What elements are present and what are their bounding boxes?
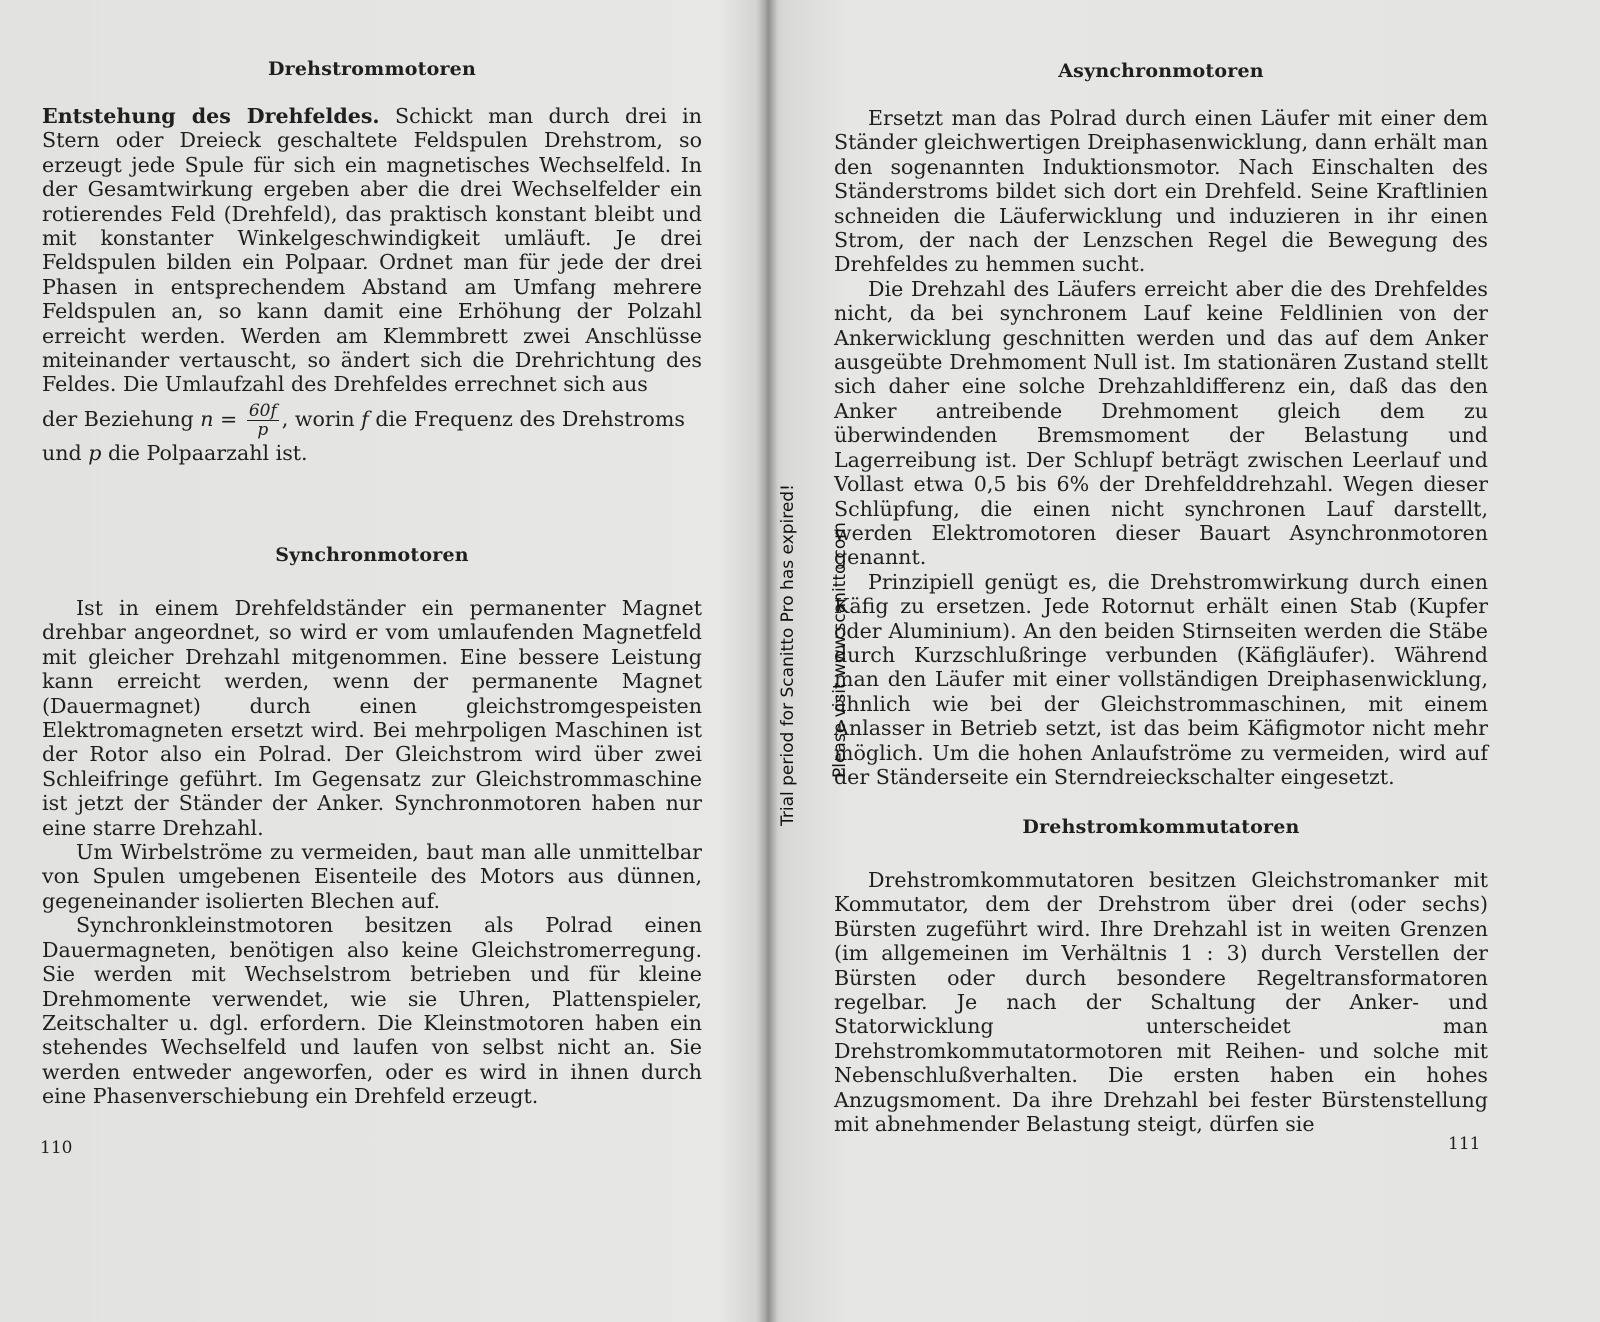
- section-kommutatoren: [834, 868, 1488, 1136]
- formula-suffix-a: , worin: [281, 406, 362, 431]
- paragraph-synchron-3: Synchronkleinstmotoren besitzen als Polrad einen Dauermagneten, benötigen also keine Gleichstromerregung. Sie werden mit Wechselstrom betrieben und für kleine Drehmomente verwendet, wie sie Uhren, Plattenspieler, Zeitschalter u. dgl. erfordern. Die Kleinstmotoren haben ein stehendes Wechselfeld und laufen von selbst nicht an. Sie werden entweder angeworfen, oder es wird in ihnen durch eine Phasenverschiebung ein Drehfeld erzeugt.: [42, 913, 702, 1109]
- heading-drehstromkommutatoren: Drehstromkommutatoren: [1022, 816, 1300, 838]
- heading-asynchronmotoren: Asynchronmotoren: [1058, 60, 1264, 82]
- formula-suffix-b: die Frequenz des Drehstroms: [368, 406, 685, 431]
- formula-fraction: [247, 402, 279, 439]
- heading-drehstrommotoren: Drehstrommotoren: [268, 58, 476, 80]
- formula-conclusion: [42, 441, 702, 465]
- run-in-heading: Entstehung des Drehfeldes.: [42, 104, 380, 128]
- section-asynchron: [834, 106, 1488, 789]
- left-page: [0, 0, 768, 1322]
- page-number-left: 110: [40, 1138, 73, 1158]
- formula-line: [42, 397, 702, 441]
- heading-synchronmotoren: Synchronmotoren: [275, 544, 469, 566]
- paragraph-drehfeld: [42, 104, 702, 397]
- formula-numerator: 60f: [248, 400, 277, 421]
- right-page: [768, 0, 1600, 1322]
- formula-prefix: der Beziehung: [42, 406, 194, 431]
- paragraph-kommutatoren: Drehstromkommutatoren besitzen Gleichstromanker mit Kommutator, dem der Drehstrom über drei (oder sechs) Bürsten zugeführt wird. Ihre Drehzahl ist in weiten Grenzen (im allgemeinen im Verhältnis 1 : 3) durch Verstellen der Bürsten oder durch besondere Regeltransformatoren regelbar. Je nach der Schaltung der Anker- und Statorwicklung unterscheidet man Drehstromkommutatormotoren mit Reihen- und solche mit Nebenschlußverhalten. Die ersten haben ein hohes Anzugsmoment. Da ihre Drehzahl bei fester Bürstenstellung mit abnehmender Belastung steigt, dürfen sie: [834, 868, 1488, 1137]
- paragraph-asynchron-1: Ersetzt man das Polrad durch einen Läufer mit einer dem Ständer gleichwertigen Dreiphasenwicklung, dann erhält man den sogenannten Induktionsmotor. Nach Einschalten des Ständerstroms bildet sich dort ein Drehfeld. Seine Kraftlinien schneiden die Läuferwicklung und induzieren in ihr einen Strom, der nach der Lenzschen Regel die Bewegung des Drehfeldes zu hemmen sucht.: [834, 106, 1488, 277]
- paragraph-asynchron-2: Die Drehzahl des Läufers erreicht aber die des Drehfeldes nicht, da bei synchronem Lauf keine Feldlinien von der Ankerwicklung geschnitten werden und das auf dem Anker ausgeübte Drehmoment Null ist. Im stationären Zustand stellt sich daher eine solche Drehzahldifferenz ein, daß das den Anker antreibende Drehmoment gleich dem zu überwindenden Bremsmoment der Belastung und Lagerreibung ist. Der Schlupf beträgt zwischen Leerlauf und Vollast etwa 0,5 bis 6% der Drehfelddrehzahl. Wegen dieser Schlüpfung, die einen nicht synchronen Lauf darstellt, werden Elektromotoren dieser Bauart Asynchronmotoren genannt.: [834, 276, 1488, 570]
- conclusion-p: p: [88, 440, 102, 465]
- paragraph-synchron-2: Um Wirbelströme zu vermeiden, baut man alle unmittelbar von Spulen umgebenen Eisenteile des Motors aus dünnen, gegeneinander isolierten Blechen auf.: [42, 840, 702, 913]
- formula-eq: =: [213, 406, 244, 431]
- section-drehfeld: [42, 104, 702, 465]
- conclusion-a: und: [42, 440, 89, 465]
- paragraph-drehfeld-text: Schickt man durch drei in Stern oder Dreieck geschaltete Feldspulen Drehstrom, so erzeugt jede Spule für sich ein magnetisches Wechselfeld. In der Gesamtwirkung ergeben aber die drei Wechselfelder ein rotierendes Feld (Drehfeld), das praktisch konstant bleibt und mit konstanter Winkelgeschwindigkeit umläuft. Je drei Feldspulen bilden ein Polpaar. Ordnet man für jede der drei Phasen in entsprechendem Abstand am Umfang mehrere Feldspulen an, so kann damit eine Erhöhung der Polzahl erreicht werden. Werden am Klemmbrett zwei Anschlüsse miteinander vertauscht, so ändert sich die Drehrichtung des Feldes. Die Umlaufzahl des Drehfeldes errechnet sich aus: [42, 104, 702, 397]
- paragraph-asynchron-3: Prinzipiell genügt es, die Drehstromwirkung durch einen Käfig zu ersetzen. Jede Rotornut erhält einen Stab (Kupfer oder Aluminium). An den beiden Stirnseiten werden die Stäbe durch Kurzschlußringe verbunden (Käfigläufer). Während man den Läufer mit einer vollständigen Dreiphasenwicklung, ähnlich wie bei der Gleichstrommaschinen, mit einem Anlasser in Betrieb setzt, ist das beim Käfigmotor nicht mehr möglich. Um die hohen Anlaufströme zu vermeiden, wird auf der Ständerseite ein Sterndreieckschalter eingesetzt.: [834, 569, 1488, 789]
- section-synchron: [42, 596, 702, 1109]
- watermark-visit-site: Please visit www.scanitto.com: [830, 522, 850, 778]
- watermark-trial-expired: Trial period for Scanitto Pro has expired!: [778, 484, 798, 826]
- paragraph-synchron-1: Ist in einem Drehfeldständer ein permanenter Magnet drehbar angeordnet, so wird er vom umlaufenden Magnetfeld mit gleicher Drehzahl mitgenommen. Eine bessere Leistung kann erreicht werden, wenn der permanente Magnet (Dauermagnet) durch einen gleichstromgespeisten Elektromagneten ersetzt wird. Bei mehrpoligen Maschinen ist der Rotor also ein Polrad. Der Gleichstrom wird über zwei Schleifringe geführt. Im Gegensatz zur Gleichstrommaschine ist jetzt der Ständer der Anker. Synchronmotoren haben nur eine starre Drehzahl.: [42, 596, 702, 840]
- formula-f: f: [361, 406, 369, 431]
- page-number-right: 111: [1448, 1134, 1481, 1154]
- formula-denominator: p: [257, 419, 269, 440]
- formula-lhs: n: [200, 406, 214, 431]
- conclusion-b: die Polpaarzahl ist.: [101, 440, 308, 465]
